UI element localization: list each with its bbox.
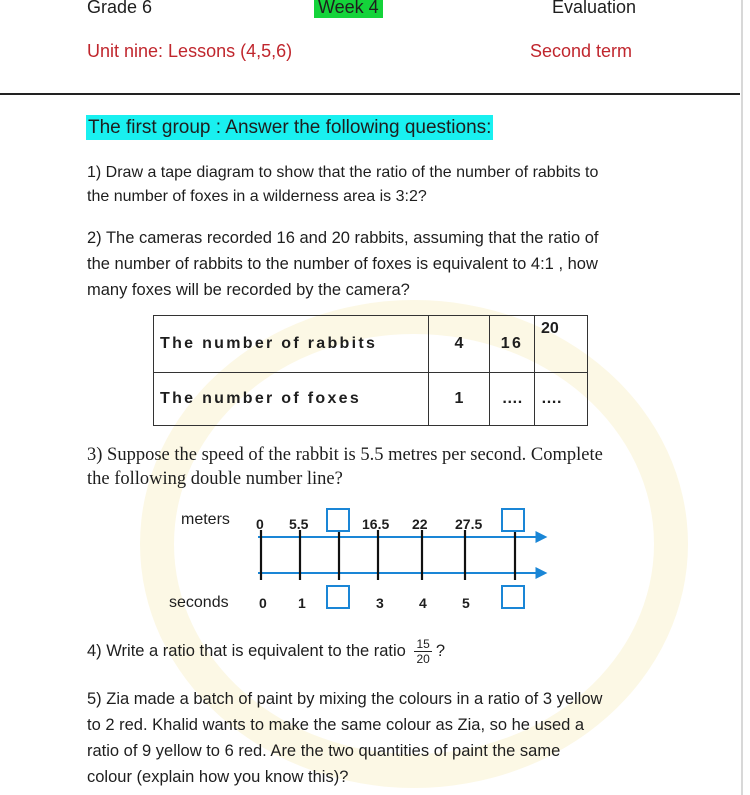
question-2: 2) The cameras recorded 16 and 20 rabbits, assuming that the ratio of the number of rabbits to the number of foxes is equivalent to 4:1 , how many foxes will be recorded by the camera? — [87, 229, 599, 299]
seconds-label: seconds — [169, 594, 229, 611]
table-cell-blank: …. — [490, 373, 535, 426]
top-value: 27.5 — [455, 516, 483, 532]
question-5: 5) Zia made a batch of paint by mixing the colours in a ratio of 3 yellow to 2 red. Khalid wants to make the same colour as Zia, so he used a ratio of 9 yellow to 6 red. Are the two quantities of paint the same colour (explain how you know this)? — [87, 690, 603, 786]
table-cell: 20 — [535, 316, 588, 373]
answer-box — [502, 509, 524, 531]
fraction: $\frac{15}{20}$ — [416, 637, 430, 666]
top-value: 22 — [412, 516, 428, 532]
top-value: 5.5 — [289, 516, 309, 532]
answer-box — [502, 586, 524, 608]
unit-label: Unit nine: Lessons (4,5,6) — [87, 41, 293, 61]
term-label: Second term — [530, 41, 633, 61]
bottom-value: 1 — [298, 595, 306, 611]
table-cell-blank: …. — [535, 373, 588, 426]
question-3: 3) Suppose the speed of the rabbit is 5.5 metres per second. Complete the following double number line? — [87, 445, 603, 489]
answer-box — [327, 509, 349, 531]
week-badge: Week 4 — [314, 0, 383, 18]
table-cell: 4 — [429, 316, 490, 373]
row-label-rabbits: The number of rabbits — [154, 316, 429, 373]
top-value: 16.5 — [362, 516, 390, 532]
bottom-value: 3 — [376, 595, 384, 611]
bottom-value: 0 — [259, 595, 267, 611]
row-label-foxes: The number of foxes — [154, 373, 429, 426]
table-cell: 1 — [429, 373, 490, 426]
meters-label: meters — [181, 511, 230, 528]
bottom-value: 5 — [462, 595, 470, 611]
evaluation-label: Evaluation — [552, 0, 637, 17]
table-cell: 16 — [490, 316, 535, 373]
grade-label: Grade 6 — [87, 0, 153, 17]
top-value: 0 — [256, 516, 264, 532]
answer-box — [327, 586, 349, 608]
question-1: 1) Draw a tape diagram to show that the ratio of the number of rabbits to the number of foxes in a wilderness area is 3:2? — [87, 164, 599, 205]
question-4: 4) Write a ratio that is equivalent to the ratio $\frac{15}{20}$ ? — [87, 637, 445, 666]
bottom-value: 4 — [419, 595, 427, 611]
group-title: The first group : Answer the following questions: — [88, 117, 492, 138]
